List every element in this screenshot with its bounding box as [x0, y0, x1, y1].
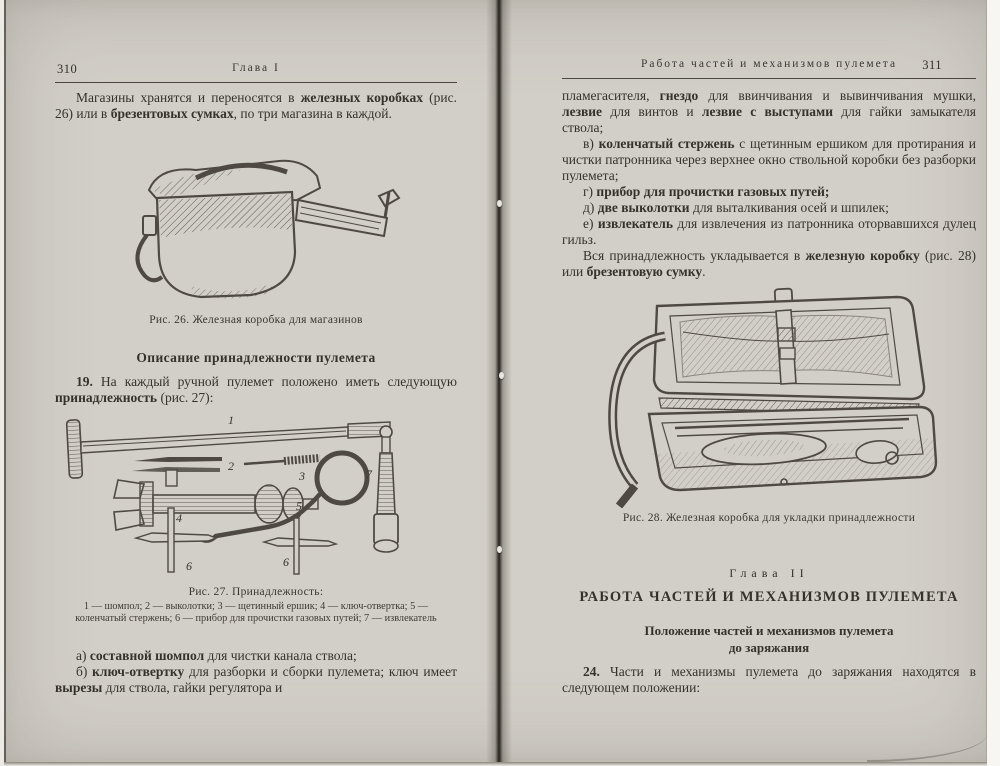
- paragraph-19: [55, 374, 457, 406]
- list-item-e: е) извлекатель для извлечения из патронника оторвавшихся дулец гильз.: [562, 216, 976, 247]
- figure-label-1: 1: [228, 414, 234, 427]
- figure-26: [55, 146, 457, 313]
- left-running-head: [55, 62, 457, 83]
- figure-label-2: 2: [228, 459, 234, 473]
- right-running-head: [562, 58, 976, 79]
- page-left: [55, 0, 458, 695]
- figure-27-legend: 1 — шомпол; 2 — выколотки; 3 — щетинный ершик; 4 — ключ-отвертка; 5 — коленчатый стержень; 6 — прибор для прочистки газовых путей; 7 — извлекатель: [75, 601, 437, 624]
- subsection-line1: Положение частей и механизмов пулемета: [644, 623, 894, 638]
- list-item-v: в) коленчатый стержень с щетинным ершиком для протирания и чистки патронника через верхнее окно ствольной коробки без разборки пулемета;: [562, 136, 977, 183]
- figure-28: [562, 286, 976, 513]
- figure-26-caption: Рис. 26. Железная коробка для магазинов: [149, 314, 363, 326]
- paragraph-text: Магазины хранятся и переносятся в железных коробках (рис. 26) или в брезентовых сумках, по три магазина в каждой.: [55, 90, 458, 121]
- section-heading: Описание принадлежности пулемета: [136, 350, 376, 365]
- paragraph-flame: пламегасителя, гнездо для ввинчивания и вывинчивания мушки, лезвие для винтов и лезвие с выступами для гайки замыкателя ствола;: [562, 88, 977, 135]
- right-text-flow: [562, 88, 976, 280]
- left-page-number: 310: [57, 62, 78, 76]
- figure-27-illustration: [56, 414, 456, 582]
- chapter-title: РАБОТА ЧАСТЕЙ И МЕХАНИЗМОВ ПУЛЕМЕТА: [579, 589, 959, 605]
- figure-27-caption: Рис. 27. Принадлежность:: [188, 586, 324, 598]
- page-curl: [867, 734, 987, 762]
- paragraph-magazines: [55, 90, 457, 122]
- scan-edge-bottom: [4, 762, 987, 766]
- paragraph-24-wrap: [562, 664, 976, 696]
- figure-label-6b: 6: [283, 555, 289, 569]
- binding-thread-dot: [499, 372, 504, 379]
- list-item-d: д) две выколотки для выталкивания осей и шпилек;: [583, 200, 889, 215]
- figure-28-caption: Рис. 28. Железная коробка для укладки принадлежности: [622, 512, 916, 524]
- right-running-title: Работа частей и механизмов пулемета: [640, 58, 898, 70]
- binding-thread-dot: [497, 200, 502, 207]
- binding-thread-dot: [497, 546, 502, 553]
- book-gutter: [486, 0, 512, 766]
- paragraph-text: 19. На каждый ручной пулемет положено иметь следующую принадлежность (рис. 27):: [55, 374, 457, 405]
- left-running-title: Глава I: [232, 62, 280, 74]
- subsection-line2: до заряжания: [728, 640, 810, 655]
- list-item-g: г) прибор для прочистки газовых путей;: [583, 184, 830, 199]
- right-page-number: 311: [922, 58, 942, 72]
- chapter-label: Глава II: [729, 566, 809, 580]
- paragraph-box: Вся принадлежность укладывается в железную коробку (рис. 28) или брезентовую сумку.: [562, 248, 976, 279]
- list-item-a: а) составной шомпол для чистки канала ствола;: [76, 648, 357, 663]
- paragraph-24: 24. Части и механизмы пулемета до заряжания находятся в следующем положении:: [562, 664, 976, 695]
- figure-26-illustration: [101, 146, 411, 308]
- figure-27: [55, 414, 457, 587]
- list-item-b: б) ключ-отвертку для разборки и сборки пулемета; ключ имеет вырезы для ствола, гайки регулятора и: [55, 664, 457, 695]
- accessory-list: [55, 648, 457, 696]
- subsection-title: [562, 622, 976, 656]
- figure-label-7: 7: [366, 467, 372, 481]
- page-right: [562, 0, 977, 695]
- page-edge-line: [4, 0, 6, 766]
- figure-label-3: 3: [299, 469, 305, 483]
- figure-28-caption-wrap: [562, 512, 976, 526]
- figure-label-6a: 6: [186, 559, 192, 573]
- figure-label-4: 4: [176, 511, 182, 525]
- figure-27-legend-wrap: [55, 601, 457, 625]
- figure-label-5: 5: [296, 499, 302, 513]
- scan-edge-right: [986, 0, 1000, 766]
- figure-28-illustration: [579, 286, 959, 508]
